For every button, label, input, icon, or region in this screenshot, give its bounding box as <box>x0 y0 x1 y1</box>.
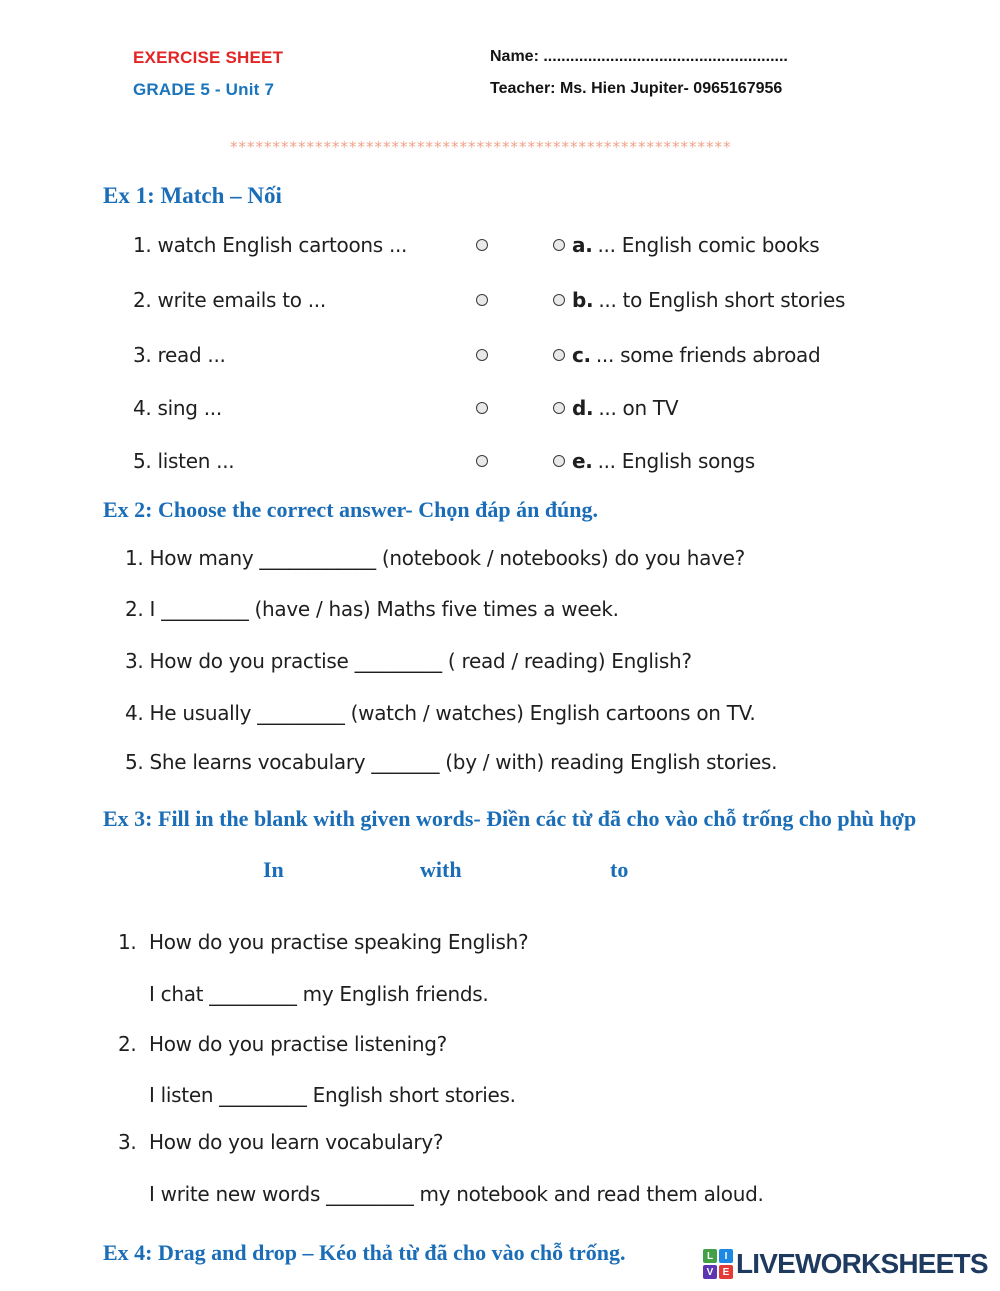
match-item-text: 4. sing ... <box>133 395 222 420</box>
choose-item: 2. I _________ (have / has) Maths five times a week. <box>125 597 619 621</box>
liveworksheets-logo[interactable] <box>703 1248 988 1280</box>
match-item-text: 5. listen ... <box>133 448 235 473</box>
logo-brand-text: LIVEWORKSHEETS <box>736 1248 988 1279</box>
match-answer-letter: a. <box>572 232 593 257</box>
match-answer-letter: e. <box>572 448 593 473</box>
question-text: How do you learn vocabulary? <box>149 1130 444 1154</box>
match-answer-letter: c. <box>572 342 591 367</box>
match-answer-text: ... English songs <box>597 448 755 473</box>
match-answer-letter: b. <box>572 287 594 312</box>
word-bank-word: In <box>263 857 284 882</box>
fill-answer: I listen _________ English short stories. <box>149 1083 516 1107</box>
match-item-text: 1. watch English cartoons ... <box>133 232 408 257</box>
match-row <box>133 394 873 421</box>
ex1-heading: Ex 1: Match – Nối <box>103 183 282 208</box>
match-point-right-a[interactable] <box>553 239 565 251</box>
match-answer-text: ... on TV <box>598 395 679 420</box>
word-bank-word: to <box>610 857 629 882</box>
fill-question <box>118 1032 447 1056</box>
match-row <box>133 286 873 313</box>
choose-item: 5. She learns vocabulary _______ (by / with) reading English stories. <box>125 750 778 774</box>
question-text: How do you practise listening? <box>149 1032 447 1056</box>
question-number: 3. <box>118 1130 137 1154</box>
fill-question <box>118 1130 443 1154</box>
name-label: Name: <box>490 48 539 65</box>
match-point-right-d[interactable] <box>553 402 565 414</box>
match-row <box>133 447 873 474</box>
match-point-left-5[interactable] <box>476 455 488 467</box>
question-text: How do you practise speaking English? <box>149 930 529 954</box>
match-item-text: 2. write emails to ... <box>133 287 326 312</box>
name-line <box>490 48 788 66</box>
ex2-heading: Ex 2: Choose the correct answer- Chọn đáp án đúng. <box>103 497 599 522</box>
match-point-right-c[interactable] <box>553 349 565 361</box>
grade-subtitle: GRADE 5 - Unit 7 <box>133 80 275 99</box>
fill-answer: I chat _________ my English friends. <box>149 982 489 1006</box>
word-bank-word: with <box>420 857 462 882</box>
match-item-text: 3. read ... <box>133 342 226 367</box>
choose-item: 1. How many ____________ (notebook / notebooks) do you have? <box>125 546 745 570</box>
question-number: 2. <box>118 1032 137 1056</box>
choose-item: 3. How do you practise _________ ( read / reading) English? <box>125 649 692 673</box>
liveworksheets-icon <box>703 1249 733 1279</box>
choose-item: 4. He usually _________ (watch / watches) English cartoons on TV. <box>125 701 756 725</box>
ex3-heading: Ex 3: Fill in the blank with given words- Điền các từ đã cho vào chỗ trống cho phù hợp <box>103 806 917 831</box>
match-point-left-1[interactable] <box>476 239 488 251</box>
match-answer-text: ... English comic books <box>597 232 820 257</box>
fill-answer: I write new words _________ my notebook and read them aloud. <box>149 1182 764 1206</box>
teacher-line: Teacher: Ms. Hien Jupiter- 0965167956 <box>490 80 783 97</box>
match-row <box>133 231 873 258</box>
fill-question <box>118 930 528 954</box>
logo-square-v: V <box>703 1265 717 1279</box>
match-answer-text: ... some friends abroad <box>595 342 821 367</box>
match-answer-letter: d. <box>572 395 594 420</box>
ex4-heading: Ex 4: Drag and drop – Kéo thả từ đã cho vào chỗ trống. <box>103 1240 626 1265</box>
logo-square-e: E <box>719 1265 733 1279</box>
match-row <box>133 341 873 368</box>
match-point-right-e[interactable] <box>553 455 565 467</box>
logo-square-i: I <box>719 1249 733 1263</box>
match-point-left-4[interactable] <box>476 402 488 414</box>
name-blank-dots: ....................................................... <box>543 48 788 65</box>
match-answer-text: ... to English short stories <box>598 287 846 312</box>
asterisk-divider: *********************************************************** <box>230 138 732 156</box>
match-point-right-b[interactable] <box>553 294 565 306</box>
match-point-left-2[interactable] <box>476 294 488 306</box>
match-point-left-3[interactable] <box>476 349 488 361</box>
logo-square-l: L <box>703 1249 717 1263</box>
sheet-title: EXERCISE SHEET <box>133 48 284 67</box>
question-number: 1. <box>118 930 137 954</box>
